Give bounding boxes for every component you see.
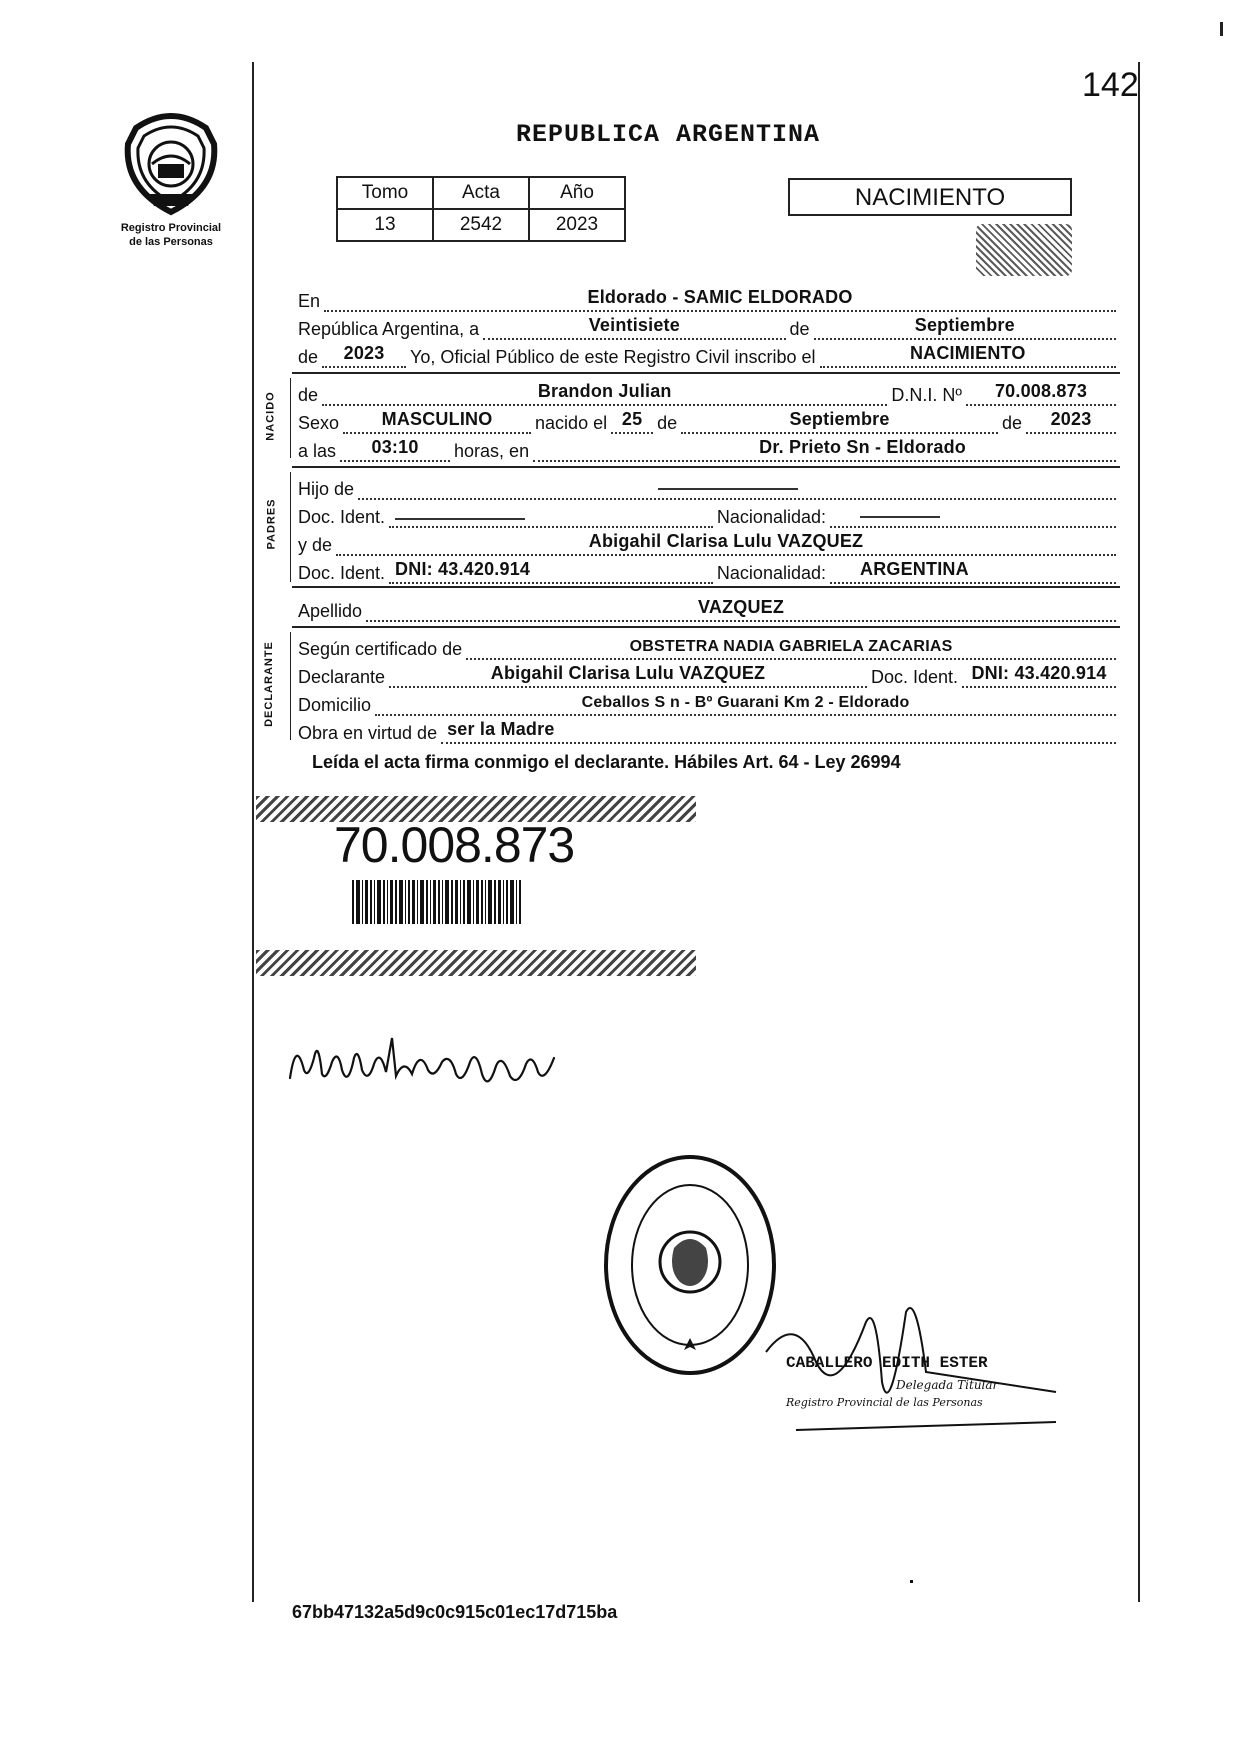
official-office: Registro Provincial de las Personas <box>786 1396 983 1409</box>
divider-intro <box>292 372 1120 374</box>
divider-apellido <box>292 626 1120 628</box>
day-words: Veintisiete <box>588 315 680 335</box>
id-number: 70.008.873 <box>334 817 575 873</box>
section-label-nacido: NACIDO <box>264 391 277 441</box>
address-value: Ceballos S n - Bº Guarani Km 2 - Eldorado <box>581 694 910 711</box>
section-label-declarante: DECLARANTE <box>262 641 275 727</box>
redaction-mark <box>395 518 525 520</box>
mother-nationality: ARGENTINA <box>860 559 969 579</box>
month-value: Septiembre <box>914 315 1015 335</box>
record-type: NACIMIENTO <box>854 184 1006 211</box>
col-tomo-header: Tomo <box>337 177 433 209</box>
row-father-doc: Doc. Ident. Nacionalidad: <box>298 500 1120 528</box>
left-margin-line <box>252 62 254 1602</box>
row-sex-birth: Sexo MASCULINO nacido el 25 de Septiembre de 2023 <box>298 406 1120 434</box>
official-stamp <box>600 1150 780 1380</box>
birth-time: 03:10 <box>371 437 419 457</box>
certifier-value: OBSTETRA NADIA GABRIELA ZACARIAS <box>629 638 953 655</box>
child-dni: 70.008.873 <box>994 381 1088 401</box>
official-title: Delegada Titular <box>896 1378 999 1392</box>
row-time-place: a las 03:10 horas, en Dr. Prieto Sn - Eldorado <box>298 434 1120 462</box>
col-anio-header: Año <box>529 177 625 209</box>
sex-value: MASCULINO <box>381 409 493 429</box>
row-place: En Eldorado - SAMIC ELDORADO <box>298 284 1120 312</box>
row-certifier: Según certificado de OBSTETRA NADIA GABRIELA ZACARIAS <box>298 632 1120 660</box>
declarant-doc: DNI: 43.420.914 <box>971 663 1107 683</box>
document-hash: 67bb47132a5d9c0c915c01ec17d715ba <box>292 1602 618 1622</box>
page-number: 142 <box>1082 66 1139 104</box>
row-date: República Argentina, a Veintisiete de Septiembre <box>298 312 1120 340</box>
row-declarant: Declarante Abigahil Clarisa Lulu VAZQUEZ Doc. Ident. DNI: 43.420.914 <box>298 660 1120 688</box>
right-margin-line <box>1138 62 1140 1602</box>
logo-label-2: de las Personas <box>129 236 213 248</box>
stray-dot <box>910 1580 913 1583</box>
corner-mark <box>1220 22 1223 36</box>
event-value: NACIMIENTO <box>909 343 1026 363</box>
official-name: CABALLERO EDITH ESTER <box>786 1354 988 1372</box>
row-mother-doc: Doc. Ident. DNI: 43.420.914 Nacionalidad: ARGENTINA <box>298 556 1120 584</box>
divider-padres <box>292 586 1120 588</box>
birth-place: Dr. Prieto Sn - Eldorado <box>759 437 966 457</box>
place-value: Eldorado - SAMIC ELDORADO <box>587 287 853 307</box>
surname-value: VAZQUEZ <box>697 597 785 617</box>
tomo-value: 13 <box>337 209 433 241</box>
row-address: Domicilio Ceballos S n - Bº Guarani Km 2 - Eldorado <box>298 688 1120 716</box>
child-name: Brandon Julian <box>537 381 672 401</box>
record-type-box <box>788 178 1072 216</box>
birth-month: Septiembre <box>789 409 890 429</box>
security-band-bottom <box>256 950 696 976</box>
relation-value: ser la Madre <box>447 719 555 739</box>
mother-doc: DNI: 43.420.914 <box>395 559 531 579</box>
anio-value: 2023 <box>529 209 625 241</box>
province-logo <box>118 108 224 218</box>
redaction-mark <box>658 488 798 490</box>
row-father: Hijo de <box>298 472 1120 500</box>
birth-day: 25 <box>621 409 643 429</box>
mother-name: Abigahil Clarisa Lulu VAZQUEZ <box>588 531 864 551</box>
section-label-padres: PADRES <box>265 498 278 550</box>
barcode <box>352 880 570 924</box>
row-relation: Obra en virtud de ser la Madre <box>298 716 1120 744</box>
logo-label-1: Registro Provincial <box>120 222 222 234</box>
declarant-signature <box>282 1018 562 1098</box>
redaction-mark <box>860 516 940 518</box>
row-name: de Brandon Julian D.N.I. Nº 70.008.873 <box>298 378 1120 406</box>
closing-text: Leída el acta firma conmigo el declarante. Hábiles Art. 64 - Ley 26994 <box>312 752 901 772</box>
record-table <box>336 176 626 242</box>
declarant-name: Abigahil Clarisa Lulu VAZQUEZ <box>490 663 766 683</box>
row-officer: de 2023 Yo, Oficial Público de este Registro Civil inscribo el NACIMIENTO <box>298 340 1120 368</box>
security-hologram <box>976 224 1072 276</box>
year-value: 2023 <box>343 343 385 363</box>
divider-nacido <box>292 466 1120 468</box>
row-surname: Apellido VAZQUEZ <box>298 594 1120 622</box>
col-acta-header: Acta <box>433 177 529 209</box>
birth-year: 2023 <box>1050 409 1092 429</box>
country-title: REPUBLICA ARGENTINA <box>516 120 821 149</box>
row-mother: y de Abigahil Clarisa Lulu VAZQUEZ <box>298 528 1120 556</box>
acta-value: 2542 <box>433 209 529 241</box>
